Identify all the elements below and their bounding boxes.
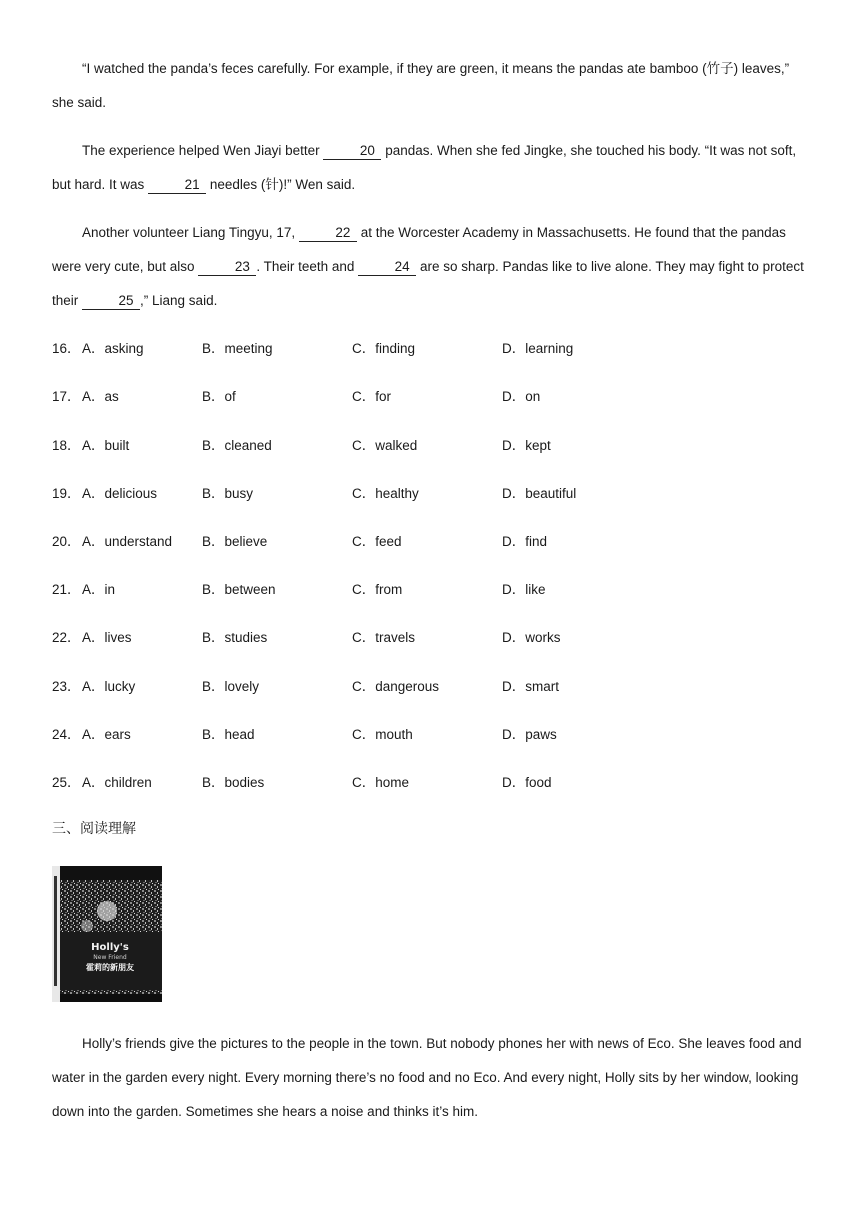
- cover-subtitle: New Friend: [93, 954, 127, 961]
- paragraph-text: . Their teeth and: [256, 259, 355, 274]
- option-d[interactable]: D．smart: [502, 679, 559, 694]
- option-d[interactable]: D．works: [502, 630, 561, 645]
- paragraph-text: Holly’s friends give the pictures to the people in the town. But nobody phones her with news of Eco. She leaves food and water in the garden every night. Every morning there’s no food and no Eco. And every night, Holly sits by her window, looking down into the garden. Sometimes she hears a noise and thinks it’s him.: [52, 1036, 802, 1119]
- option-a[interactable]: A．in: [82, 582, 116, 597]
- question-16: [52, 339, 752, 359]
- reading-paragraph: [52, 1027, 812, 1129]
- option-b[interactable]: B．believe: [202, 534, 268, 549]
- option-c[interactable]: C．walked: [352, 438, 418, 453]
- paragraph-text: at the Worcester Academy in Massachusetts. He found that the pandas were very cute, but also: [52, 225, 786, 274]
- question-number: 21．: [52, 582, 81, 597]
- option-d[interactable]: D．paws: [502, 727, 557, 742]
- cover-title: Holly's: [91, 942, 129, 953]
- paragraph-text: Another volunteer Liang Tingyu, 17,: [82, 225, 296, 240]
- book-cover-image: [52, 866, 162, 1002]
- option-c[interactable]: C．feed: [352, 534, 402, 549]
- option-b[interactable]: B．bodies: [202, 775, 265, 790]
- option-b[interactable]: B．of: [202, 389, 236, 404]
- question-22: [52, 628, 752, 648]
- option-d[interactable]: D．find: [502, 534, 548, 549]
- passage-paragraph-1: [52, 52, 812, 120]
- paragraph-text: are so sharp. Pandas like to live alone. They may fight to protect their: [52, 259, 804, 308]
- paragraph-text: “I watched the panda’s feces carefully. For example, if they are green, it means the pandas ate bamboo (竹子) leaves,” she said.: [52, 61, 790, 110]
- option-c[interactable]: C．healthy: [352, 486, 419, 501]
- question-25: [52, 773, 752, 793]
- option-b[interactable]: B．busy: [202, 486, 254, 501]
- option-a[interactable]: A．lucky: [82, 679, 136, 694]
- option-c[interactable]: C．home: [352, 775, 410, 790]
- question-number: 17．: [52, 389, 81, 404]
- blank-22: 22: [299, 225, 357, 242]
- blank-24: 24: [358, 259, 416, 276]
- passage-paragraph-3: [52, 216, 812, 318]
- question-number: 18．: [52, 438, 81, 453]
- question-number: 23．: [52, 679, 81, 694]
- option-c[interactable]: C．finding: [352, 341, 416, 356]
- option-a[interactable]: A．children: [82, 775, 152, 790]
- question-21: [52, 580, 752, 600]
- option-c[interactable]: C．dangerous: [352, 679, 440, 694]
- question-number: 19．: [52, 486, 81, 501]
- question-number: 25．: [52, 775, 81, 790]
- paragraph-text: pandas. When she fed Jingke, she touched his body. “It was not soft, but hard. It was: [52, 143, 797, 192]
- option-d[interactable]: D．like: [502, 582, 546, 597]
- option-a[interactable]: A．ears: [82, 727, 131, 742]
- section-title: 三、阅读理解: [52, 821, 136, 837]
- question-24: [52, 725, 752, 745]
- option-a[interactable]: A．built: [82, 438, 130, 453]
- blank-21: 21: [148, 177, 206, 194]
- option-b[interactable]: B．studies: [202, 630, 268, 645]
- question-18: [52, 436, 752, 456]
- question-23: [52, 677, 752, 697]
- option-c[interactable]: C．travels: [352, 630, 416, 645]
- option-d[interactable]: D．on: [502, 389, 541, 404]
- paragraph-text: The experience helped Wen Jiayi better: [82, 143, 320, 158]
- question-number: 24．: [52, 727, 81, 742]
- paragraph-text: ,” Liang said.: [140, 293, 218, 308]
- option-b[interactable]: B．cleaned: [202, 438, 272, 453]
- option-d[interactable]: D．beautiful: [502, 486, 577, 501]
- question-20: [52, 532, 752, 552]
- option-a[interactable]: A．asking: [82, 341, 144, 356]
- book-cover-art: [52, 866, 162, 1002]
- option-b[interactable]: B．meeting: [202, 341, 273, 356]
- option-a[interactable]: A．lives: [82, 630, 132, 645]
- passage-paragraph-2: [52, 134, 812, 202]
- cover-chinese-title: 霍莉的新朋友: [86, 963, 134, 972]
- option-a[interactable]: A．delicious: [82, 486, 158, 501]
- option-b[interactable]: B．between: [202, 582, 276, 597]
- option-c[interactable]: C．for: [352, 389, 392, 404]
- option-d[interactable]: D．food: [502, 775, 552, 790]
- option-a[interactable]: A．understand: [82, 534, 173, 549]
- question-17: [52, 387, 752, 407]
- option-c[interactable]: C．mouth: [352, 727, 413, 742]
- option-a[interactable]: A．as: [82, 389, 119, 404]
- blank-20: 20: [323, 143, 381, 160]
- question-19: [52, 484, 752, 504]
- blank-25: 25: [82, 293, 140, 310]
- question-number: 16．: [52, 341, 81, 356]
- paragraph-text: needles (针)!” Wen said.: [209, 177, 356, 192]
- option-b[interactable]: B．head: [202, 727, 255, 742]
- option-d[interactable]: D．learning: [502, 341, 574, 356]
- question-number: 22．: [52, 630, 81, 645]
- blank-23: 23: [198, 259, 256, 276]
- question-number: 20．: [52, 534, 81, 549]
- option-b[interactable]: B．lovely: [202, 679, 260, 694]
- option-d[interactable]: D．kept: [502, 438, 551, 453]
- option-c[interactable]: C．from: [352, 582, 403, 597]
